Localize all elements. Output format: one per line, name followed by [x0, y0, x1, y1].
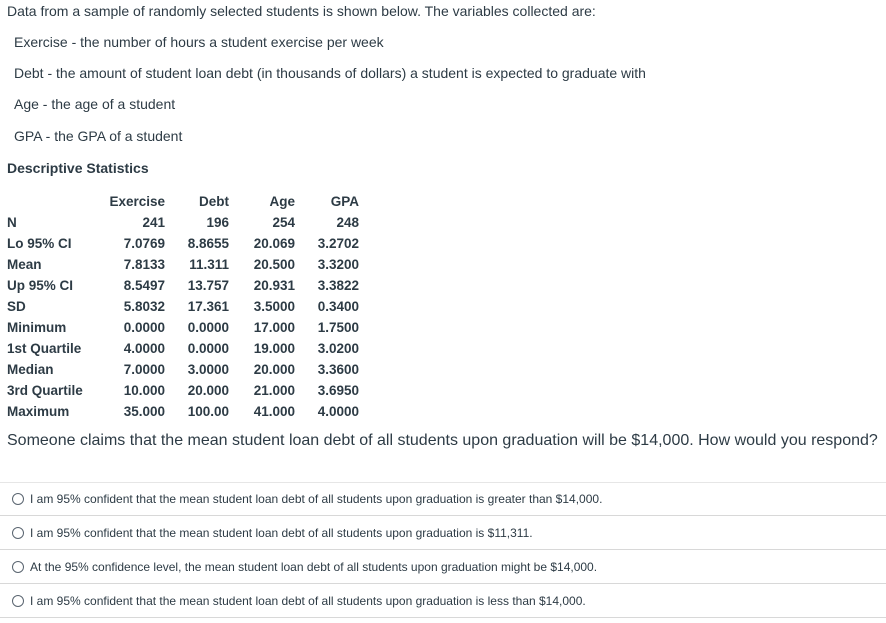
row-label: 1st Quartile [7, 341, 82, 356]
row-label: Median [7, 362, 54, 377]
table-cell: 13.757 [187, 278, 229, 293]
table-row [0, 254, 359, 275]
table-row [0, 212, 359, 233]
answer-option[interactable] [0, 482, 886, 516]
table-cell: 196 [206, 215, 229, 230]
table-cell: 5.8032 [123, 299, 165, 314]
table-cell: 1.7500 [317, 320, 359, 335]
table-header: Debt [199, 194, 229, 209]
radio-button[interactable] [12, 561, 24, 573]
table-cell: 3.2702 [317, 236, 359, 251]
table-row [0, 296, 359, 317]
table-row [0, 338, 359, 359]
row-label: SD [7, 299, 26, 314]
table-cell: 4.0000 [317, 404, 359, 419]
table-header: Age [269, 194, 295, 209]
section-title: Descriptive Statistics [7, 160, 149, 176]
table-cell: 19.000 [253, 341, 295, 356]
table-cell: 17.361 [187, 299, 229, 314]
table-row [0, 275, 359, 296]
table-cell: 0.0000 [187, 341, 229, 356]
table-header [0, 191, 103, 212]
table-cell: 254 [272, 215, 295, 230]
table-cell: 248 [336, 215, 359, 230]
row-label: Up 95% CI [7, 278, 74, 293]
table-cell: 41.000 [253, 404, 295, 419]
table-row [0, 317, 359, 338]
table-row [0, 380, 359, 401]
question-text: Someone claims that the mean student loan debt of all students upon graduation will be $14,000. How would you respond? [7, 432, 878, 449]
row-label: Maximum [7, 404, 70, 419]
row-label: Lo 95% CI [7, 236, 72, 251]
intro-text: Data from a sample of randomly selected students is shown below. The variables collected are: [7, 3, 596, 19]
table-cell: 20.931 [253, 278, 295, 293]
variable-debt: Debt - the amount of student loan debt (in thousands of dollars) a student is expected to graduate with [14, 65, 646, 81]
table-cell: 3.0200 [317, 341, 359, 356]
table-header: Exercise [109, 194, 165, 209]
radio-button[interactable] [12, 595, 24, 607]
option-label[interactable]: I am 95% confident that the mean student loan debt of all students upon graduation is less than $14,000. [30, 593, 586, 608]
table-row [0, 401, 359, 422]
table-row [0, 359, 359, 380]
table-row [0, 233, 359, 254]
answer-option[interactable] [0, 550, 886, 584]
radio-button[interactable] [12, 527, 24, 539]
row-label: Mean [7, 257, 42, 272]
table-cell: 100.00 [187, 404, 229, 419]
table-cell: 21.000 [253, 383, 295, 398]
table-cell: 4.0000 [123, 341, 165, 356]
variable-exercise: Exercise - the number of hours a student exercise per week [14, 34, 384, 50]
answer-option[interactable] [0, 584, 886, 618]
row-label: N [7, 215, 17, 230]
table-cell: 241 [142, 215, 165, 230]
table-cell: 20.069 [253, 236, 295, 251]
answer-options [0, 482, 886, 618]
table-cell: 7.8133 [123, 257, 165, 272]
table-cell: 8.8655 [187, 236, 229, 251]
table-cell: 35.000 [123, 404, 165, 419]
row-label: Minimum [7, 320, 67, 335]
table-cell: 3.3600 [317, 362, 359, 377]
table-cell: 20.500 [253, 257, 295, 272]
radio-button[interactable] [12, 493, 24, 505]
table-cell: 3.6950 [317, 383, 359, 398]
table-cell: 3.3822 [317, 278, 359, 293]
table-cell: 17.000 [253, 320, 295, 335]
table-cell: 7.0769 [123, 236, 165, 251]
table-cell: 3.3200 [317, 257, 359, 272]
table-cell: 11.311 [189, 257, 229, 272]
table-cell: 8.5497 [123, 278, 165, 293]
option-label[interactable]: At the 95% confidence level, the mean student loan debt of all students upon graduation might be $14,000. [30, 559, 598, 574]
option-label[interactable]: I am 95% confident that the mean student loan debt of all students upon graduation is $11,311. [30, 525, 533, 540]
table-cell: 20.000 [187, 383, 229, 398]
variable-age: Age - the age of a student [14, 96, 176, 112]
table-header-row [0, 191, 359, 212]
variable-gpa: GPA - the GPA of a student [14, 128, 183, 144]
table-cell: 3.0000 [187, 362, 229, 377]
table-header: GPA [330, 194, 359, 209]
table-cell: 0.0000 [123, 320, 165, 335]
table-cell: 7.0000 [123, 362, 165, 377]
table-cell: 20.000 [253, 362, 295, 377]
table-cell: 3.5000 [253, 299, 295, 314]
table-cell: 10.000 [123, 383, 165, 398]
answer-option[interactable] [0, 516, 886, 550]
descriptive-statistics-table [0, 191, 359, 422]
table-cell: 0.0000 [187, 320, 229, 335]
row-label: 3rd Quartile [7, 383, 83, 398]
option-label[interactable]: I am 95% confident that the mean student loan debt of all students upon graduation is greater than $14,000. [30, 492, 603, 506]
table-cell: 0.3400 [317, 299, 359, 314]
